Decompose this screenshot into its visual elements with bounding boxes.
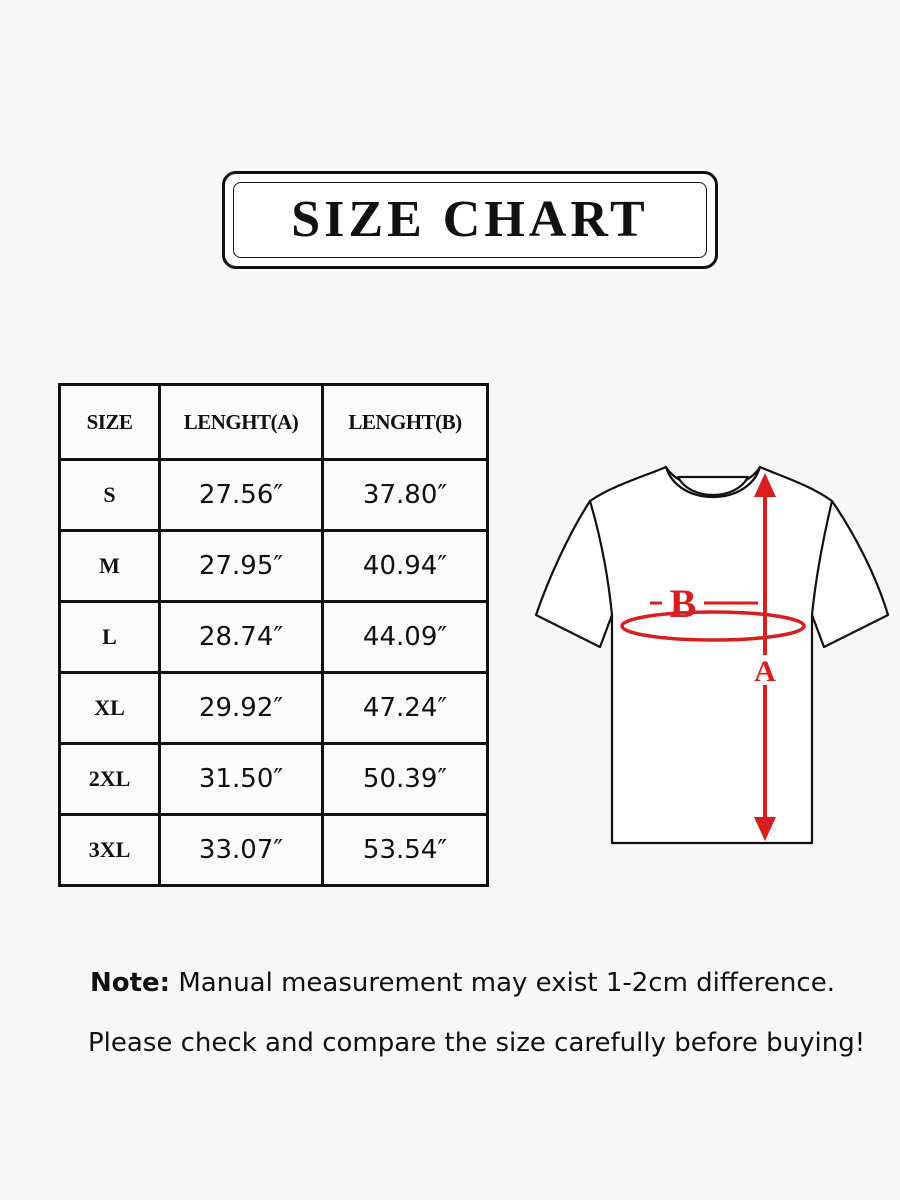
header-size: SIZE	[60, 385, 160, 460]
note-text: Manual measurement may exist 1-2cm difference.	[170, 968, 835, 998]
title-inner-frame	[233, 182, 707, 258]
table-row	[60, 744, 488, 815]
size-table	[58, 383, 489, 887]
table-row	[60, 673, 488, 744]
header-length-b: LENGHT(B)	[323, 385, 488, 460]
length-b-cell: 47.24″	[323, 673, 488, 744]
size-cell: S	[60, 460, 160, 531]
tshirt-icon	[528, 455, 898, 855]
table-row	[60, 815, 488, 886]
table-row	[60, 602, 488, 673]
length-b-cell: 44.09″	[323, 602, 488, 673]
length-a-cell: 29.92″	[160, 673, 323, 744]
table-row	[60, 531, 488, 602]
size-cell: 3XL	[60, 815, 160, 886]
size-cell: M	[60, 531, 160, 602]
header-length-a: LENGHT(A)	[160, 385, 323, 460]
note-label: Note:	[90, 968, 171, 998]
size-cell: 2XL	[60, 744, 160, 815]
length-a-cell: 31.50″	[160, 744, 323, 815]
length-a-cell: 27.95″	[160, 531, 323, 602]
length-b-cell: 53.54″	[323, 815, 488, 886]
size-cell: L	[60, 602, 160, 673]
note-line-1	[90, 968, 835, 998]
table-row	[60, 460, 488, 531]
length-b-cell: 50.39″	[323, 744, 488, 815]
length-b-cell: 40.94″	[323, 531, 488, 602]
page-title: SIZE CHART	[291, 191, 649, 248]
title-frame	[222, 171, 718, 269]
label-b: B	[669, 581, 697, 626]
table-header-row	[60, 385, 488, 460]
length-a-cell: 28.74″	[160, 602, 323, 673]
label-a: A	[754, 655, 776, 688]
length-a-cell: 27.56″	[160, 460, 323, 531]
size-cell: XL	[60, 673, 160, 744]
length-a-cell: 33.07″	[160, 815, 323, 886]
length-b-cell: 37.80″	[323, 460, 488, 531]
note-line-2: Please check and compare the size carefully before buying!	[88, 1028, 866, 1058]
